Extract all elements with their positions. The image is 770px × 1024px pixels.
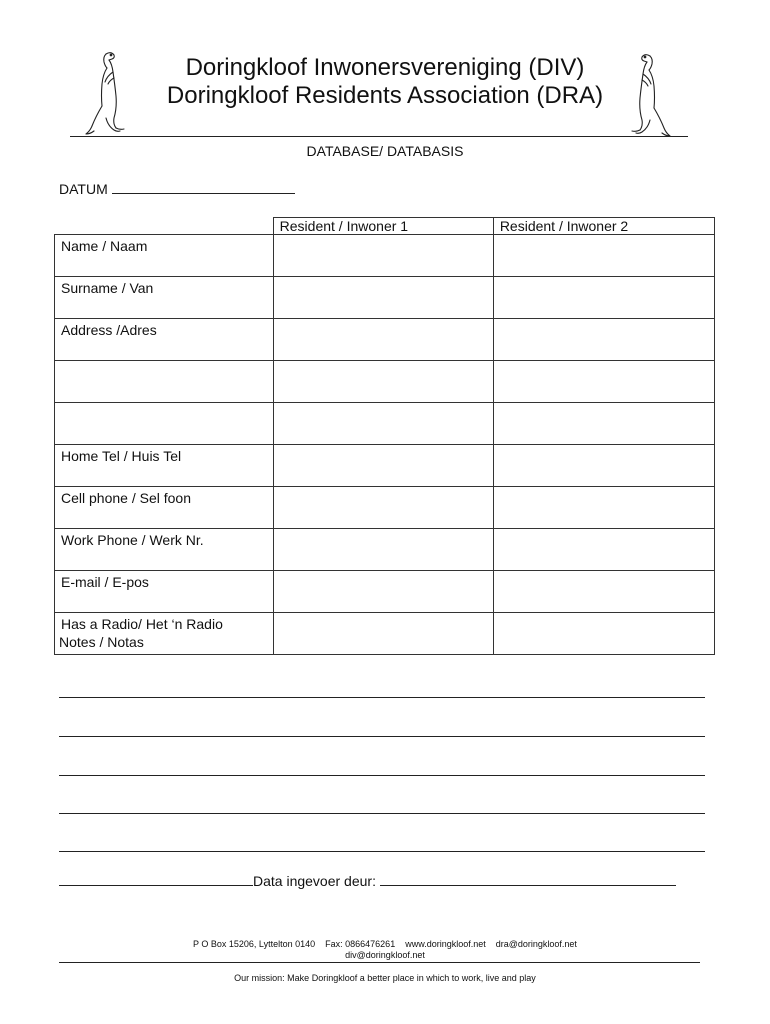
table-row — [55, 235, 715, 277]
title-english: Doringkloof Residents Association (DRA) — [166, 82, 604, 109]
notes-line[interactable] — [59, 775, 705, 776]
row-label-address: Address /Adres — [55, 319, 274, 361]
data-entry-name-blank[interactable] — [380, 873, 676, 886]
footer-divider — [59, 962, 700, 963]
row-label-surname: Surname / Van — [55, 277, 274, 319]
resident-2-name-cell[interactable] — [493, 235, 714, 277]
datum-blank[interactable] — [112, 181, 295, 194]
resident-2-work-phone-cell[interactable] — [493, 529, 714, 571]
resident-2-radio-cell[interactable] — [493, 613, 714, 655]
resident-1-radio-cell[interactable] — [273, 613, 493, 655]
mission-statement: Our mission: Make Doringkloof a better place in which to work, live and play — [234, 973, 536, 983]
resident-1-home-tel-cell[interactable] — [273, 445, 493, 487]
notes-line[interactable] — [59, 813, 705, 814]
resident-2-address-2-cell[interactable] — [493, 361, 714, 403]
resident-2-address-cell[interactable] — [493, 319, 714, 361]
table-header-resident-2: Resident / Inwoner 2 — [493, 218, 714, 235]
resident-1-address-2-cell[interactable] — [273, 361, 493, 403]
datum-label: DATUM — [59, 181, 108, 197]
table-row — [55, 571, 715, 613]
table-header-resident-1: Resident / Inwoner 1 — [273, 218, 493, 235]
data-entry-label: Data ingevoer deur: — [253, 873, 376, 889]
table-header-blank — [55, 218, 274, 235]
row-label-work-phone: Work Phone / Werk Nr. — [55, 529, 274, 571]
table-row — [55, 529, 715, 571]
table-row — [55, 403, 715, 445]
page-subtitle: DATABASE/ DATABASIS — [306, 143, 464, 159]
resident-2-cell-phone-cell[interactable] — [493, 487, 714, 529]
footer-contact-line: P O Box 15206, Lyttelton 0140 Fax: 0866476261 www.doringkloof.net dra@doringkloof.net — [193, 939, 577, 949]
datum-field — [59, 181, 295, 197]
resident-database-table — [54, 217, 715, 655]
table-row — [55, 361, 715, 403]
resident-1-name-cell[interactable] — [273, 235, 493, 277]
resident-2-home-tel-cell[interactable] — [493, 445, 714, 487]
notes-line[interactable] — [59, 697, 705, 698]
resident-1-cell-phone-cell[interactable] — [273, 487, 493, 529]
data-entry-field — [59, 873, 709, 889]
resident-1-work-phone-cell[interactable] — [273, 529, 493, 571]
row-label-cell-phone: Cell phone / Sel foon — [55, 487, 274, 529]
row-label-home-tel: Home Tel / Huis Tel — [55, 445, 274, 487]
resident-2-address-3-cell[interactable] — [493, 403, 714, 445]
row-label-address-3 — [55, 403, 274, 445]
table-row — [55, 277, 715, 319]
notes-line[interactable] — [59, 851, 705, 852]
row-label-address-2 — [55, 361, 274, 403]
resident-1-email-cell[interactable] — [273, 571, 493, 613]
footer-contact-email: div@doringkloof.net — [345, 950, 425, 960]
resident-1-address-3-cell[interactable] — [273, 403, 493, 445]
row-label-radio: Has a Radio/ Het ‘n Radio — [55, 613, 274, 655]
row-label-email: E-mail / E-pos — [55, 571, 274, 613]
notes-label: Notes / Notas — [59, 634, 144, 650]
notes-line[interactable] — [59, 736, 705, 737]
header-divider — [70, 136, 688, 137]
resident-1-surname-cell[interactable] — [273, 277, 493, 319]
table-row — [55, 613, 715, 655]
title-afrikaans: Doringkloof Inwonersvereniging (DIV) — [185, 54, 585, 81]
resident-1-address-cell[interactable] — [273, 319, 493, 361]
resident-2-surname-cell[interactable] — [493, 277, 714, 319]
row-label-name: Name / Naam — [55, 235, 274, 277]
table-header-row — [55, 218, 715, 235]
table-row — [55, 319, 715, 361]
resident-2-email-cell[interactable] — [493, 571, 714, 613]
data-entry-date-blank[interactable] — [59, 873, 253, 886]
table-row — [55, 487, 715, 529]
table-row — [55, 445, 715, 487]
